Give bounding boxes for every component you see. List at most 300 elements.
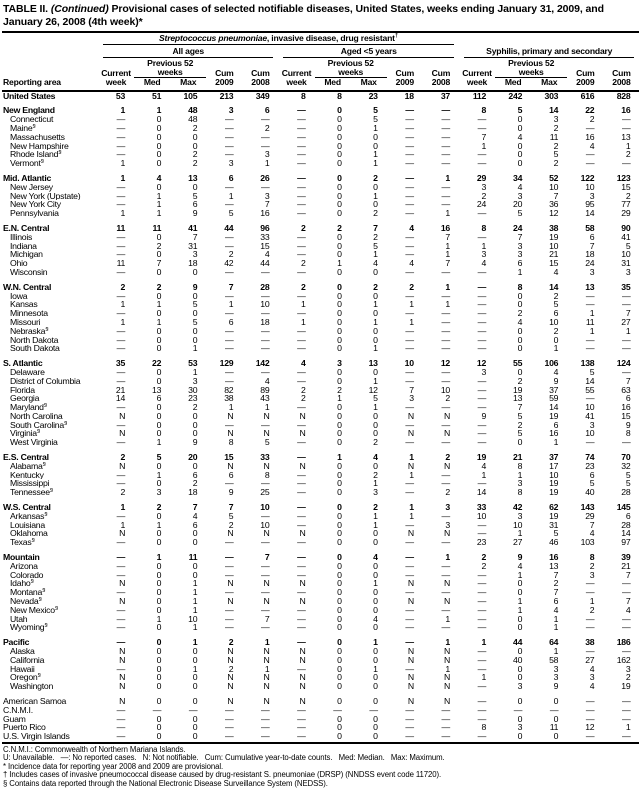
value-cell: 1 <box>264 158 270 169</box>
value-cell: 0 <box>156 366 162 377</box>
value-cell: 0 <box>156 114 162 125</box>
value-cell: 14 <box>549 281 559 292</box>
value-cell: N <box>443 681 450 692</box>
value-cell: — <box>261 622 270 633</box>
value-cell: 19 <box>549 478 559 489</box>
value-cell: 0 <box>337 181 342 192</box>
value-cell: 1 <box>625 140 631 151</box>
value-cell: 4 <box>192 510 198 521</box>
value-cell: N <box>299 696 306 706</box>
value-cell: — <box>585 587 595 598</box>
table-row <box>2 606 639 615</box>
value-cell: 2 <box>553 290 559 301</box>
value-cell: 11 <box>152 222 162 233</box>
value-cell: 7 <box>625 569 631 580</box>
reporting-area-cell: Kansas <box>10 300 38 310</box>
value-cell: 2 <box>300 393 306 404</box>
value-cell: — <box>477 158 487 169</box>
value-cell: 23 <box>476 537 487 548</box>
value-cell: 0 <box>517 122 523 133</box>
value-cell: 11 <box>549 722 559 733</box>
value-cell: 1 <box>481 672 487 683</box>
value-cell: — <box>441 199 450 210</box>
value-cell: 0 <box>373 722 378 733</box>
value-cell: 1 <box>373 663 378 674</box>
value-cell: 0 <box>517 587 523 598</box>
table-row <box>2 588 639 597</box>
value-cell: 0 <box>337 428 342 439</box>
value-cell: N <box>119 696 126 706</box>
value-cell: 0 <box>517 299 523 310</box>
value-cell: — <box>297 510 306 521</box>
value-cell: 10 <box>513 519 523 530</box>
value-cell: — <box>441 366 450 377</box>
value-cell: 40 <box>513 654 523 665</box>
value-cell: — <box>585 122 595 133</box>
value-cell: — <box>585 334 595 345</box>
value-cell: 14 <box>585 208 595 219</box>
table-row <box>2 447 639 462</box>
value-cell: N <box>263 578 270 589</box>
value-cell: — <box>297 419 306 430</box>
value-cell: 16 <box>585 131 595 142</box>
value-cell: — <box>405 437 414 448</box>
value-cell: 0 <box>337 208 342 219</box>
value-cell: — <box>441 343 450 354</box>
value-cell: 10 <box>585 402 595 413</box>
value-cell: — <box>297 502 306 513</box>
value-cell: 3 <box>589 569 595 580</box>
value-cell: 52 <box>549 172 559 183</box>
value-cell: 0 <box>517 149 523 160</box>
reporting-area-cell: Mississippi <box>10 479 50 489</box>
reporting-area-cell: New York (Upstate) <box>10 191 81 201</box>
table-row <box>2 438 639 447</box>
value-cell: 5 <box>517 105 523 116</box>
value-cell: 1 <box>445 613 450 624</box>
value-cell: 90 <box>621 222 631 233</box>
value-cell: 7 <box>445 231 450 242</box>
table-row <box>2 647 639 656</box>
value-cell: 1 <box>373 249 378 260</box>
value-cell: — <box>297 249 306 260</box>
value-cell: N <box>407 578 414 589</box>
value-cell: 0 <box>156 637 162 648</box>
value-cell: — <box>441 190 450 201</box>
value-cell: 28 <box>621 487 631 498</box>
value-cell: 96 <box>260 222 270 233</box>
value-cell: N <box>119 646 126 657</box>
value-cell: 0 <box>337 469 342 480</box>
reporting-area-cell: E.N. Central <box>3 222 50 233</box>
table-row <box>2 691 639 706</box>
value-cell: 2 <box>517 375 523 386</box>
value-cell: 2 <box>553 140 559 151</box>
value-cell: 19 <box>549 510 559 521</box>
table-row <box>2 233 639 242</box>
value-cell: 0 <box>156 266 162 277</box>
value-cell: 19 <box>513 384 523 395</box>
value-cell: 3 <box>481 366 487 377</box>
value-cell: — <box>297 487 306 498</box>
value-cell: — <box>405 402 414 413</box>
value-cell: N <box>263 528 270 539</box>
value-cell: N <box>299 654 306 665</box>
value-cell: 0 <box>517 343 523 354</box>
value-cell: 1 <box>553 437 559 448</box>
value-cell: — <box>224 478 234 489</box>
value-cell: N <box>443 410 450 421</box>
value-cell: 2 <box>192 158 198 169</box>
table-row <box>2 706 639 715</box>
value-cell: N <box>119 596 126 607</box>
value-cell: 1 <box>445 240 450 251</box>
value-cell: 26 <box>260 172 270 183</box>
value-cell: N <box>263 654 270 665</box>
value-cell: — <box>405 149 414 160</box>
value-cell: 1 <box>517 596 523 607</box>
value-cell: — <box>297 231 306 242</box>
value-cell: 1 <box>192 596 198 607</box>
value-cell: 0 <box>192 266 198 277</box>
value-cell: — <box>622 646 631 657</box>
reporting-area-cell: Idaho§ <box>10 579 34 589</box>
value-cell: 17 <box>549 460 559 471</box>
value-cell: — <box>441 419 450 430</box>
value-cell: 13 <box>368 358 378 369</box>
value-cell: 41 <box>585 410 595 421</box>
value-cell: 0 <box>156 334 162 345</box>
value-cell: 2 <box>192 478 198 489</box>
value-cell: 2 <box>120 281 126 292</box>
value-cell: 3 <box>553 114 559 125</box>
value-cell: — <box>116 663 126 674</box>
value-cell: 1 <box>445 249 450 260</box>
value-cell: 0 <box>192 722 198 733</box>
value-cell: — <box>622 299 631 310</box>
value-cell: — <box>441 375 450 386</box>
column-header-max: Max <box>170 78 206 90</box>
value-cell: 0 <box>373 410 378 421</box>
value-cell: 3 <box>192 375 198 386</box>
value-cell: — <box>297 149 306 160</box>
value-cell: N <box>119 428 126 439</box>
value-cell: 5 <box>373 105 378 116</box>
value-cell: 1 <box>156 316 162 327</box>
value-cell: 10 <box>440 384 450 395</box>
value-cell: — <box>477 569 487 580</box>
value-cell: 1 <box>120 519 126 530</box>
value-cell: 0 <box>156 325 162 336</box>
value-cell: 14 <box>476 487 487 498</box>
value-cell: — <box>441 158 450 169</box>
value-cell: 0 <box>373 537 378 548</box>
reporting-area-cell: Alabama§ <box>10 461 46 471</box>
value-cell: 43 <box>260 393 270 404</box>
value-cell: 44 <box>513 637 523 648</box>
value-cell: — <box>261 560 270 571</box>
value-cell: — <box>116 402 126 413</box>
value-cell: N <box>443 428 450 439</box>
value-cell: 22 <box>152 358 162 369</box>
value-cell: 11 <box>116 258 126 269</box>
value-cell: 0 <box>192 696 198 706</box>
value-cell: — <box>477 654 487 665</box>
value-cell: — <box>477 578 487 589</box>
value-cell: — <box>224 343 234 354</box>
value-cell: 4 <box>409 258 414 269</box>
value-cell: 0 <box>192 419 198 430</box>
value-cell: 31 <box>188 240 198 251</box>
value-cell: 11 <box>549 131 559 142</box>
value-cell: — <box>297 604 306 615</box>
value-cell: N <box>227 672 234 683</box>
value-cell: 7 <box>481 131 487 142</box>
value-cell: — <box>405 613 414 624</box>
value-cell: — <box>116 622 126 633</box>
value-cell: — <box>585 731 595 742</box>
value-cell: 15 <box>549 258 559 269</box>
value-cell: — <box>477 596 487 607</box>
value-cell: 10 <box>549 316 559 327</box>
value-cell: 39 <box>621 552 631 563</box>
value-cell: — <box>405 290 414 301</box>
value-cell: 3 <box>517 478 523 489</box>
value-cell: 29 <box>621 208 631 219</box>
value-cell: 0 <box>337 478 342 489</box>
value-cell: 3 <box>409 393 414 404</box>
value-cell: 3 <box>481 181 487 192</box>
value-cell: 0 <box>156 231 162 242</box>
value-cell: 0 <box>337 502 342 513</box>
value-cell: 7 <box>156 258 162 269</box>
reporting-area-cell: South Carolina§ <box>10 420 68 430</box>
value-cell: 0 <box>337 713 342 724</box>
value-cell: 16 <box>621 402 631 413</box>
value-cell: — <box>441 290 450 301</box>
value-cell: — <box>405 131 414 142</box>
value-cell: 123 <box>616 172 631 183</box>
aged-under5-header: Aged <5 years <box>278 45 459 58</box>
table-row <box>2 471 639 480</box>
value-cell: — <box>297 478 306 489</box>
value-cell: 1 <box>120 105 126 116</box>
value-cell: — <box>297 402 306 413</box>
value-cell: 3 <box>228 105 234 116</box>
value-cell: 42 <box>224 258 234 269</box>
value-cell: 828 <box>616 90 631 101</box>
value-cell: 0 <box>373 131 378 142</box>
value-cell: 3 <box>625 266 631 277</box>
table-row <box>2 673 639 682</box>
value-cell: — <box>405 537 414 548</box>
value-cell: 24 <box>476 199 487 210</box>
table-row <box>2 344 639 353</box>
value-cell: 0 <box>337 402 342 413</box>
value-cell: 0 <box>517 672 523 683</box>
value-cell: 6 <box>553 308 559 319</box>
value-cell: 95 <box>585 199 595 210</box>
reporting-area-cell: New England <box>3 105 55 116</box>
value-cell: 4 <box>517 560 523 571</box>
value-cell: 1 <box>373 316 378 327</box>
table-row <box>2 100 639 115</box>
value-cell: 0 <box>192 560 198 571</box>
value-cell: 1 <box>589 596 595 607</box>
value-cell: 18 <box>585 249 595 260</box>
value-cell: 7 <box>589 240 595 251</box>
value-cell: — <box>477 696 487 706</box>
value-cell: 32 <box>621 460 631 471</box>
value-cell: — <box>224 587 234 598</box>
value-cell: 1 <box>409 452 414 463</box>
value-cell: 1 <box>192 587 198 598</box>
value-cell: — <box>261 266 270 277</box>
reporting-area-cell: Virginia§ <box>10 429 40 439</box>
value-cell: 8 <box>517 487 523 498</box>
table-row <box>2 142 639 151</box>
value-cell: 6 <box>228 316 234 327</box>
value-cell: 0 <box>156 569 162 580</box>
value-cell: 0 <box>337 722 342 733</box>
table-header <box>2 32 639 91</box>
value-cell: 213 <box>219 90 234 101</box>
reporting-area-cell: Nebraska§ <box>10 326 49 336</box>
value-cell: 0 <box>337 122 342 133</box>
value-cell: 0 <box>553 713 559 724</box>
value-cell: — <box>224 704 234 715</box>
value-cell: 0 <box>517 731 523 742</box>
value-cell: 1 <box>445 637 450 648</box>
value-cell: N <box>407 596 414 607</box>
value-cell: — <box>622 578 631 589</box>
value-cell: — <box>622 290 631 301</box>
value-cell: — <box>116 140 126 151</box>
value-cell: — <box>116 343 126 354</box>
value-cell: — <box>116 149 126 160</box>
value-cell: 5 <box>373 240 378 251</box>
value-cell: — <box>477 646 487 657</box>
value-cell: — <box>441 325 450 336</box>
value-cell: 12 <box>368 384 378 395</box>
value-cell: 0 <box>192 537 198 548</box>
value-cell: — <box>261 334 270 345</box>
value-cell: 1 <box>481 240 487 251</box>
reporting-area-cell: Delaware <box>10 367 45 377</box>
reporting-area-cell: North Carolina <box>10 411 63 421</box>
table-row <box>2 168 639 183</box>
value-cell: 42 <box>513 502 523 513</box>
reporting-area-cell: Oklahoma <box>10 529 48 539</box>
value-cell: 0 <box>156 672 162 683</box>
value-cell: 122 <box>580 172 595 183</box>
value-cell: 28 <box>621 519 631 530</box>
value-cell: N <box>299 410 306 421</box>
value-cell: 0 <box>373 654 378 665</box>
value-cell: 0 <box>373 140 378 151</box>
value-cell: — <box>405 140 414 151</box>
value-cell: 106 <box>544 358 559 369</box>
value-cell: 6 <box>192 519 198 530</box>
value-cell: 0 <box>156 596 162 607</box>
value-cell: 0 <box>156 375 162 386</box>
value-cell: 1 <box>192 578 198 589</box>
value-cell: — <box>224 569 234 580</box>
value-cell: 0 <box>192 428 198 439</box>
value-cell: 0 <box>337 560 342 571</box>
value-cell: — <box>549 704 559 715</box>
value-cell: 7 <box>264 199 270 210</box>
table-row <box>2 394 639 403</box>
value-cell: 6 <box>589 469 595 480</box>
value-cell: — <box>224 140 234 151</box>
value-cell: 1 <box>120 208 126 219</box>
value-cell: 89 <box>260 384 270 395</box>
value-cell: N <box>119 460 126 471</box>
value-cell: 1 <box>192 343 198 354</box>
value-cell: — <box>405 375 414 386</box>
column-header-current-week: Current week <box>98 58 134 90</box>
value-cell: — <box>224 731 234 742</box>
value-cell: — <box>405 122 414 133</box>
value-cell: 2 <box>337 384 342 395</box>
value-cell: 12 <box>585 722 595 733</box>
value-cell: 0 <box>337 190 342 201</box>
table-row <box>2 268 639 277</box>
value-cell: — <box>297 569 306 580</box>
value-cell: 58 <box>585 222 595 233</box>
value-cell: — <box>477 622 487 633</box>
value-cell: — <box>405 569 414 580</box>
value-cell: 9 <box>553 375 559 386</box>
value-cell: 2 <box>264 122 270 133</box>
value-cell: — <box>116 569 126 580</box>
value-cell: 0 <box>517 696 523 706</box>
value-cell: 10 <box>549 469 559 480</box>
value-cell: — <box>405 519 414 530</box>
value-cell: — <box>405 325 414 336</box>
value-cell: — <box>405 308 414 319</box>
value-cell: N <box>299 578 306 589</box>
value-cell: 38 <box>224 393 234 404</box>
value-cell: 0 <box>337 537 342 548</box>
value-cell: 5 <box>264 437 270 448</box>
value-cell: 9 <box>625 419 631 430</box>
value-cell: — <box>116 190 126 201</box>
value-cell: 7 <box>625 308 631 319</box>
value-cell: 0 <box>517 114 523 125</box>
value-cell: 4 <box>553 266 559 277</box>
reporting-area-cell: West Virginia <box>10 438 58 448</box>
value-cell: 4 <box>373 258 378 269</box>
table-row <box>2 497 639 512</box>
footnote-line: § Contains data reported through the National Electronic Disease Surveillance System (NEDSS). <box>3 778 328 788</box>
value-cell: — <box>297 537 306 548</box>
value-cell: 1 <box>337 393 342 404</box>
reporting-area-cell: Arkansas§ <box>10 511 48 521</box>
value-cell: — <box>477 325 487 336</box>
value-cell: 8 <box>625 428 631 439</box>
value-cell: — <box>441 713 450 724</box>
value-cell: 8 <box>481 722 487 733</box>
table-row <box>2 421 639 430</box>
value-cell: 7 <box>553 569 559 580</box>
reporting-area-cell: Maryland§ <box>10 403 47 412</box>
value-cell: 58 <box>549 654 559 665</box>
reporting-area-cell: Oregon§ <box>10 673 41 683</box>
value-cell: 0 <box>156 681 162 692</box>
value-cell: 7 <box>517 402 523 413</box>
